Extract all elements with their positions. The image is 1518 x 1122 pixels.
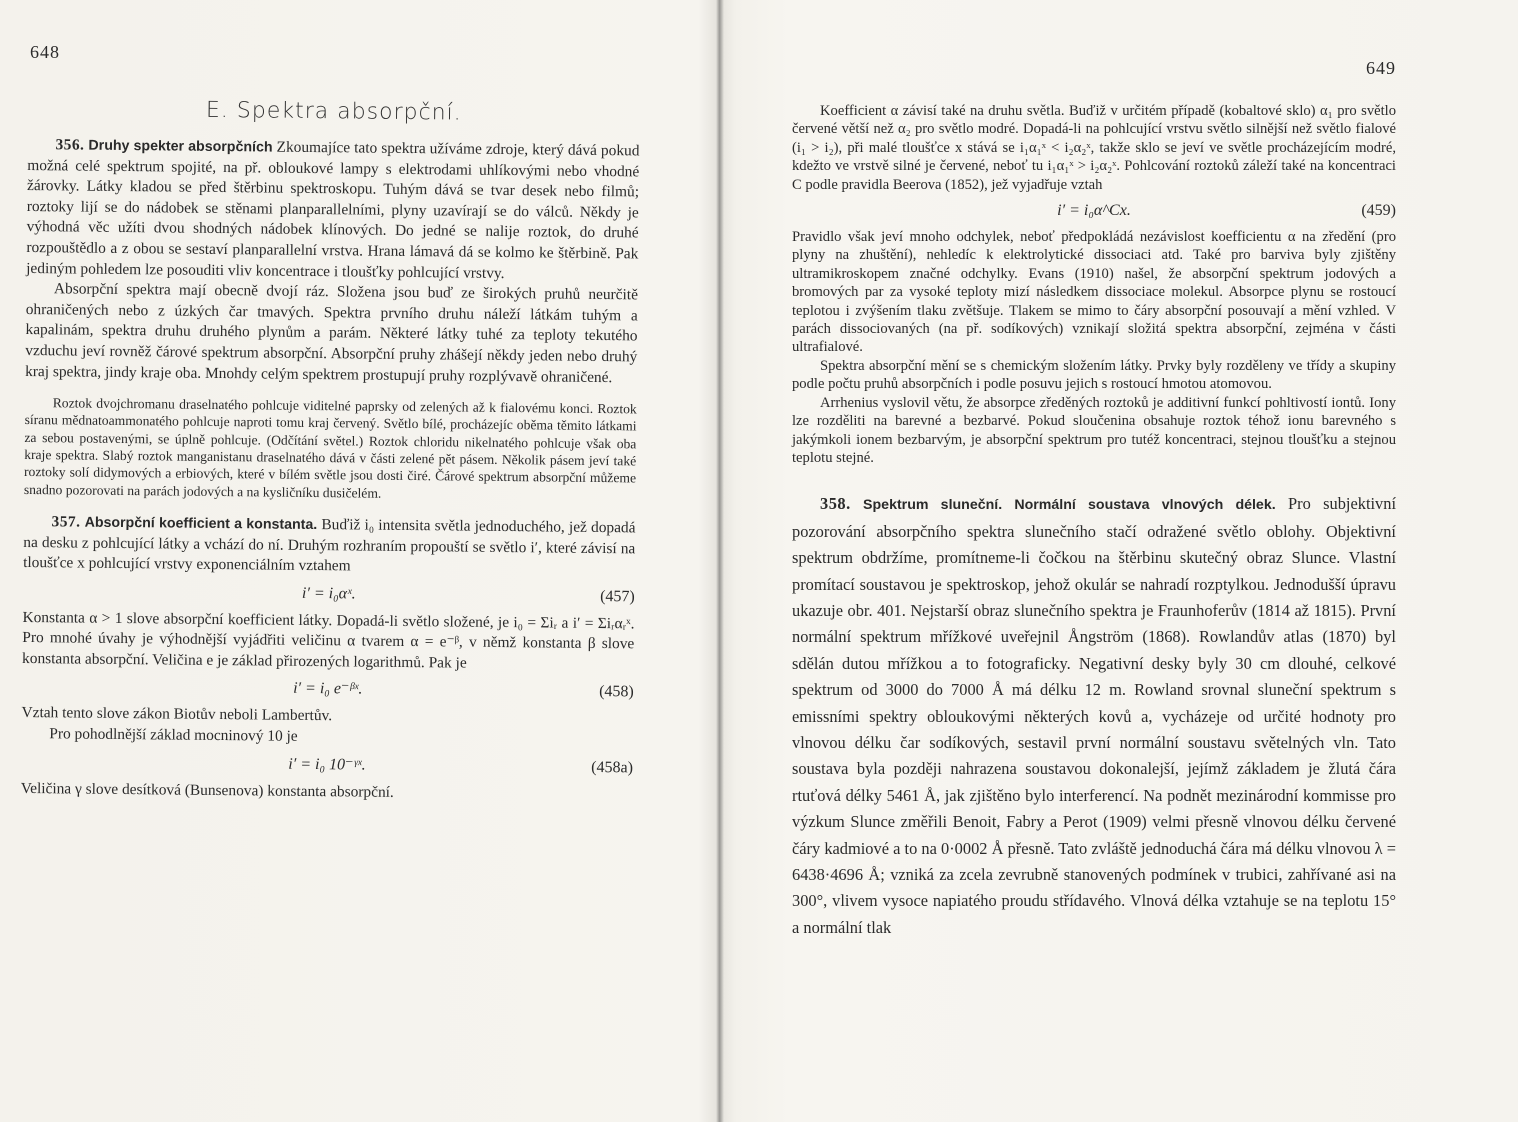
equation-body: i′ = i₀αˣ. — [301, 584, 356, 603]
equation-body: i′ = i₀ e⁻ᵝˣ. — [293, 680, 363, 699]
paragraph-357-gamma: Veličina γ slove desítková (Bunsenova) konstanta absorpční. — [20, 779, 394, 801]
paragraph-357-base10: Pro pohodlnější základ mocninový 10 je — [49, 725, 298, 745]
section-heading-357: Absorpční koefficient a konstanta. — [84, 514, 318, 533]
paragraph-text: Pro subjektivní pozorování absorpčního spektra slunečního stačí odražené světlo oblohy. Objektivní spektrum obdržíme, promítneme-li čočkou na štěrbinu skutečný obraz Slunce. Vlastní promítací soustavou je spektroskop, jehož okulár se nahradí rozptylkou. Jednodušší úpravu ukazuje obr. 401. Nejstarší obraz slunečního spektra je Fraunhoferův (1814 až 1815). První normální spektrum mřížkové uveřejnil Ångström (1868). Rowlandův atlas (1870) byl sdělán dutou mřížkou a to fotograficky. Negativní desky byly 30 cm dlouhé, celkové spektrum od 3000 do 7000 Å má délku 12 m. Rowland srovnal sluneční spektrum s emissními spektry obloukovými některých kovů a, vycházeje od určité hodnoty pro vlnovou délku čar sodíkových, sestavil první normální soustavu světelných vln. Tato soustava byla později nahrazena soustavou dokonalejší, jejímž základem je žlutá čára rtuťová délky 5461 Å, jak zjištěno bylo interferencí. Na podnět mezinárodní kommisse pro výzkum Slunce změřili Benoit, Fabry a Perot (1909) velmi přesně vlnovou délku červené čáry kadmiové a to na 0·0002 Å přesně. Tato zvláště jednoduchá čára má délku vlnovou λ = 6438·4696 Å; vzniká za zcela zevrubně stanovených podmínek v trubici, zahřívané asi na 300°, vlivem vysoce napiatého proudu střídavého. Vlnová délka vztahuje se na teplotu 15° a normální tlak — [792, 494, 1396, 937]
right-page — [724, 0, 1518, 1122]
equation-body: i′ = i₀α^Cx. — [1057, 202, 1131, 220]
section-number-358: 358. — [820, 494, 851, 514]
section-title: E. Spektra absorpční. — [205, 97, 462, 126]
section-heading-356: Druhy spekter absorpčních — [88, 137, 273, 156]
section-number-357: 357. — [51, 513, 81, 531]
paragraph-coefficient: Koefficient α závisí také na druhu světla. Buďiž v určitém případě (kobaltové sklo) α₁ pro světlo červené větší než α₂ pro světlo modré. Dopadá-li na pohlcující vrstvu světlo silnější než světlo fialové (i₁ > i₂), při malé tloušťce x stává se i₁α₁ˣ < i₂α₂ˣ, takže sklo se jeví ve světle procházejícím modré, kdežto ve vrstvě silné je červené, neboť tu i₁α₁ˣ > i₂α₂ˣ. Pohlcování roztoků záleží také na koncentraci C podle pravidla Beerova (1852), jež vyjadřuje vztah — [792, 103, 1396, 193]
left-text-column — [21, 96, 640, 806]
paragraph-357-konstanta: Konstanta α > 1 slove absorpční koefficient látky. Dopadá-li světlo složené, je i₀ = Σiᵣ a i′ = Σiᵣαᵣˣ. Pro mnohé úvahy je výhodnější vyjádřiti veličinu α tvarem α = e⁻ᵝ, v němž konstanta β slove konstanta absorpční. Veličina e je základ přirozených logarithmů. Pak je — [22, 608, 635, 672]
paragraph-356-small-print: Roztok dvojchromanu draselnatého pohlcuje viditelné paprsky od zelených až k fialovému konci. Roztok síranu mědnatoammonatého pohlcuje naproti tomu kraj červený. Světlo bílé, procházejíc oběma těmito látkami za sebou postavenými, se úplně pohlcuje. (Odčítání světel.) Roztok chloridu nikelnatého pohlcuje však oba kraje spektra. Slabý roztok manganistanu draselnatého dává v části zelené pět pásem. Několik pásem jeví také roztoky solí didymových a erbiových, které v bílém světle jsou dosti čiré. Čárové spektrum absorpční můžeme snadno pozorovati na parách jodových a na kysličníku dusičelém. — [23, 395, 637, 501]
page-number: 648 — [30, 42, 60, 62]
page-number: 649 — [1366, 58, 1396, 78]
section-number-356: 356. — [55, 136, 85, 154]
equation-459 — [792, 198, 1396, 224]
paragraph-356-intro — [26, 135, 639, 286]
paragraph-356-body: Absorpční spektra mají obecně dvojí ráz. Složena jsou buď ze širokých pruhů neurčitě ohraničených nebo z úzkých čar tmavých. Spektra prvního druhu náleží látkám tuhým a kapalinám, spektra druhu druhého plynům a parám. Některé látky tuhé za teploty tekutého vzduchu jeví rovněž čárové spektrum absorpční. Absorpční pruhy zhášejí někdy jeden nebo druhý kraj spektra, jindy kraje oba. Mnohdy celým spektrem prostupují pruhy rozplývavě ohraničené. — [25, 280, 639, 386]
spacer — [792, 467, 1396, 489]
equation-number: (458a) — [591, 758, 634, 777]
equation-number: (459) — [1361, 202, 1396, 220]
paragraph-357-law: Vztah tento slove zákon Biotův neboli Lambertův. — [21, 704, 333, 725]
equation-number: (458) — [599, 683, 634, 701]
equation-457 — [23, 578, 635, 610]
book-gutter — [716, 0, 724, 1122]
equation-number: (457) — [600, 587, 635, 606]
paragraph-358 — [792, 491, 1396, 941]
paragraph-text: Buďiž i₀ intensita světla jednoduchého, jež dopadá na desku z pohlcující látky a vchází do ní. Druhým rozhraním propouští se světlo i′, které závisí na tloušťce x pohlcující vrstvy exponenciálním vztahem — [23, 516, 636, 575]
paragraph-arrhenius: Arrhenius vyslovil větu, že absorpce zředěných roztoků je additivní funkcí pohltivostí iontů. Iony lze rozděliti na barevné a bezbarvé. Pokud sloučenina obsahuje roztok téhož ionu barevného s jakýmkoli ionem bezbarvým, je absorpční spektrum pro tutéž koncentraci, stejnou tloušťku a stejnou teplotu stejné. — [792, 394, 1396, 466]
equation-458a — [21, 749, 633, 781]
equation-458 — [22, 673, 634, 705]
left-page — [0, 0, 716, 1122]
equation-body: i′ = i₀ 10⁻ᵞˣ. — [288, 755, 366, 774]
paragraph-chemical-composition: Spektra absorpční mění se s chemickým složením látky. Prvky byly rozděleny ve třídy a skupiny podle počtu pruhů absorpčních i podle posuvu jejich s rostoucí hmotou atomovou. — [792, 357, 1396, 393]
paragraph-357-intro — [23, 512, 636, 580]
paragraph-text: Zkoumajíce tato spektra užíváme zdroje, který dává pokud možná celé spektrum spojité, na př. obloukové lampy s elektrodami uhlíkovými nebo vhodné žárovky. Látky kladou se před štěrbinu spektroskopu. Tuhým dává se tvar desek nebo filmů; roztoky lijí se do nádobek se stěnami planparallelními, plyny uzavírají se do válců. Někdy je výhodná věc užíti dvou shodných nádobek klínových. Do jedné se nalije roztok, do druhé rozpouštědlo a z obou se sestaví planparallelní vrstva. Hrana lámavá dá se kolmo ke štěrbině. Pak jediným pohledem lze posouditi vliv koncentrace i tloušťky pohlcující vrstvy. — [26, 138, 640, 282]
section-heading-358: Spektrum sluneční. Normální soustava vlnových délek. — [863, 497, 1276, 514]
right-text-column — [792, 102, 1396, 941]
paragraph-deviations: Pravidlo však jeví mnoho odchylek, neboť předpokládá nezávislost koefficientu α na zředění (pro plyny na zhuštění), nehledíc k elektrolytické dissociaci atd. Také pro barviva byly zjištěny ultramikroskopem značné odchylky. Evans (1910) našel, že absorpční spektrum jodových a bromových par za vysoké teploty mizí následkem dissociace molekul. Absorpce plynu se rostoucí teplotou i zvýšením tlaku zvětšuje. Tlakem se mimo to čáry absorpční posouvají a mění vzhled. V parách dissociovaných (na př. sodíkových) vznikají složitá spektra absorpční, zejména v části ultrafialové. — [792, 229, 1396, 356]
